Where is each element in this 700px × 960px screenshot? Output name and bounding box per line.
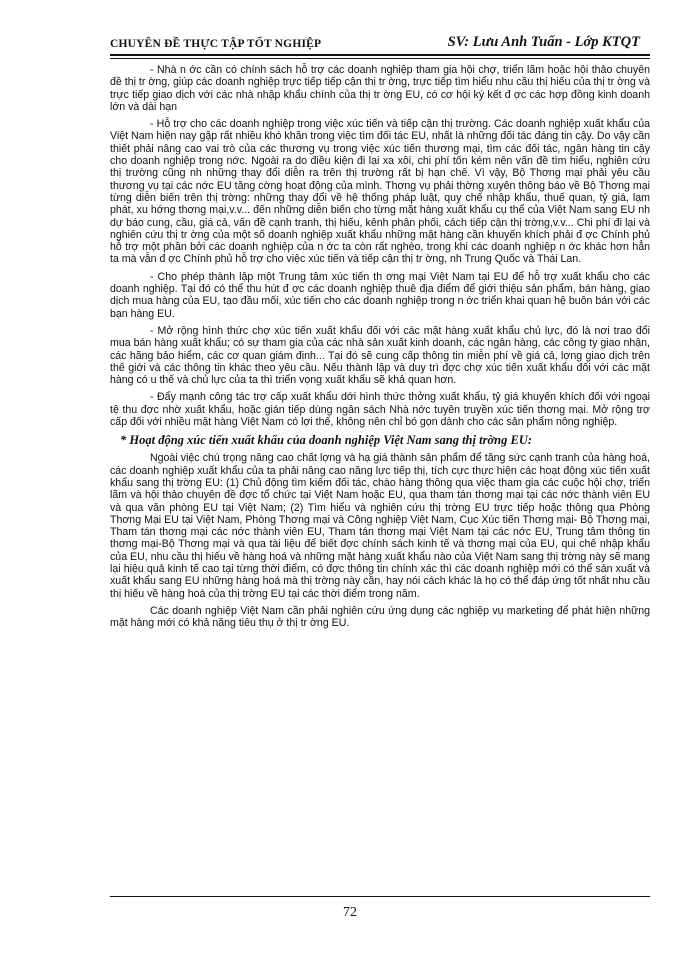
- paragraph-trade-fair-support: - Nhà n ớc cần có chính sách hỗ trợ các doanh nghiệp tham gia hội chợ, triển lãm hoặc hội thảo chuyên đề thị tr ờng, giúp các doanh nghiệp trực tiếp tiếp cận thị tr ờng, trực tiếp tìm hiểu nhu cầu thị hiếu của thị tr ờng và trực tiếp giao dịch với các nhà nhập khẩu chính của thị tr ờng EU, có cơ hội ký kết đ ợc các hợp đồng kinh doanh lớn và dài hạn: [110, 64, 650, 113]
- paragraph-market-access-support: - Hỗ trợ cho các doanh nghiệp trong việc xúc tiến và tiếp cận thị trường. Các doanh nghiệp xuất khẩu của Việt Nam hiện nay gặp rất nhiều khó khăn trong việc tìm đối tác EU, nhất là những đối tác đáng tin cậy. Do vậy cần thiết phải nâng cao vai trò của các thương vụ trong việc xúc tiến thương mại, tìm các đối tác, ngân hàng tin cậy cho doanh nghiệp trong nớc. Ngoài ra do điều kiện đi lại xa xôi, chi phí tốn kém nên vấn đề tìm hiểu, nghiên cứu thị trường cũng nh những thay đổi diễn ra trên thị trường rất bị hạn chế. Vì vậy, Bộ Thơng mại phải yêu cầu thương vụ tại các nớc EU tăng cờng hoạt động của mình. Thơng vụ phải thờng xuyên thông báo về Bộ Thơng mại từng diễn biến trên thị trờng: những thay đổi về hệ thống pháp luật, quy chế nhập khẩu, thuế quan, tỷ giá, lạm phát, xu hớng thơng mại,v.v... đến những diễn biến cho từng mặt hàng xuất khẩu cụ thể của Việt Nam sang EU nh dự báo cung, cầu, giá cả, vấn đề cạnh tranh, thị hiếu, kênh phân phối, cách tiếp cận thị trờng,v.v... Chi phí đi lại và nghiên cứu thị tr ờng của một số doanh nghiệp xuất khẩu những mặt hàng cần khuyến khích phải đ ợc Chính phủ hỗ trợ một phần bởi các doanh nghiệp của n ớc ta còn rất nghèo, trong khi các doanh nghiệp n ớc khác hơn hẳn ta mà vẫn đ ợc Chính phủ hỗ trợ cho việc xúc tiến và tiếp cận thị tr ờng, nh Trung Quốc và Thái Lan.: [110, 118, 650, 266]
- footer-rule: [110, 896, 650, 897]
- header-rule-thick: [110, 54, 650, 56]
- page-body: [110, 64, 650, 631]
- document-title: CHUYÊN ĐỀ THỰC TẬP TỐT NGHIỆP: [110, 38, 322, 50]
- paragraph-export-subsidy: - Đẩy mạnh công tác trợ cấp xuất khẩu dới hình thức thởng xuất khẩu, tỷ giá khuyến khích đối với ngoại tệ thu đợc nhờ xuất khẩu, hoặc gián tiếp dùng ngân sách Nhà nớc tuyên truyền xúc tiến thơng mại. Mở rộng trợ cấp đối với nhiều mặt hàng Việt Nam có lợi thế, không nên chỉ bó gọn dành cho các sản phẩm nông nghiệp.: [110, 391, 650, 429]
- section-heading: * Hoạt động xúc tiến xuất khẩu của doanh nghiệp Việt Nam sang thị trờng EU:: [120, 433, 533, 448]
- author-info: SV: Lưu Anh Tuấn - Lớp KTQT: [447, 34, 640, 50]
- paragraph-marketing: Các doanh nghiệp Việt Nam cần phải nghiên cứu ứng dụng các nghiệp vụ marketing để phát hiện những mặt hàng mới có khả năng tiêu thụ ở thị tr ờng EU.: [110, 604, 650, 630]
- paragraph-trade-center: - Cho phép thành lập một Trung tâm xúc tiến th ơng mại Việt Nam tại EU để hỗ trợ xuất khẩu cho các doanh nghiệp. Tại đó có thể thu hút đ ợc các doanh nghiệp thuê địa điểm để giới thiệu sản phẩm, bán hàng, giao dịch mua hàng của EU, tạo đầu mối, xúc tiến cho các doanh nghiệp trong n ớc triển khai quan hệ buôn bán với các bạn hàng EU.: [110, 270, 650, 320]
- header-rule-thin: [110, 58, 650, 59]
- paragraph-export-market: - Mở rộng hình thức chợ xúc tiến xuất khẩu đối với các mặt hàng xuất khẩu chủ lực, đó là nơi trao đổi mua bán hàng xuất khẩu; có sự tham gia của các nhà sản xuất kinh doanh, các ngân hàng, các công ty giao nhận, các hãng bảo hiểm, các cơ quan giám định... Tại đó sẽ cung cấp thông tin miễn phí về giá cả, lợng giao dịch trên thế giới và các thông tin khác theo yêu cầu. Nếu thành lập và duy trì đợc chợ xúc tiến xuất khẩu đối với các mặt hàng có u thế và chủ lực của ta thì triển vọng xuất khẩu sẽ khả quan hơn.: [110, 324, 650, 387]
- page-number: 72: [343, 905, 357, 920]
- paragraph-enterprise-promotion: Ngoài việc chú trọng nâng cao chất lợng và hạ giá thành sản phẩm để tăng sức cạnh tranh của hàng hoá, các doanh nghiệp xuất khẩu của ta phải nâng cao năng lực tiếp thị, tích cực thực hiện các hoạt động xúc tiến xuất khẩu sang thị trờng EU: (1) Chủ động tìm kiếm đối tác, chào hàng thông qua việc tham gia các cuộc hội chợ, triển lãm và hội thảo chuyên đề đợc tổ chức tại Việt Nam hoặc EU, qua tham tán thơng mại tại các nớc thành viên EU và qua văn phòng EU tại Việt Nam; (2) Tìm hiểu và nghiên cứu thị trờng EU trực tiếp hoặc thông qua Phòng Thơng Mại EU tại Việt Nam, Phòng Thơng mại và Công nghiệp Việt Nam, Cục Xúc tiến Thơng mại- Bộ Thơng mại, Tham tán thơng mại các nớc thành viên EU, Tham tán thơng mại Việt Nam tại các nớc EU, Trung tâm thông tin thơng mại-Bộ Thơng mại và qua tài liệu để biết đợc chính sách kinh tế và thơng mại của EU, qui chế nhập khẩu của EU, nhu cầu thị hiếu về hàng hoá và những mặt hàng xuất khẩu nào của Việt Nam sang thị trờng này sẽ mang lại hiệu quả kinh tế cao tại từng thời điểm, có đợc thông tin chính xác thì các doanh nghiệp mới có thể sản xuất và xuất khẩu sang EU những hàng hoá mà thị trờng này cần, hay nói cách khác là họ có thể đáp ứng tốt nhất nhu cầu thị hiếu về hàng hoá của thị trờng EU tại các thời điểm trong năm.: [110, 452, 650, 600]
